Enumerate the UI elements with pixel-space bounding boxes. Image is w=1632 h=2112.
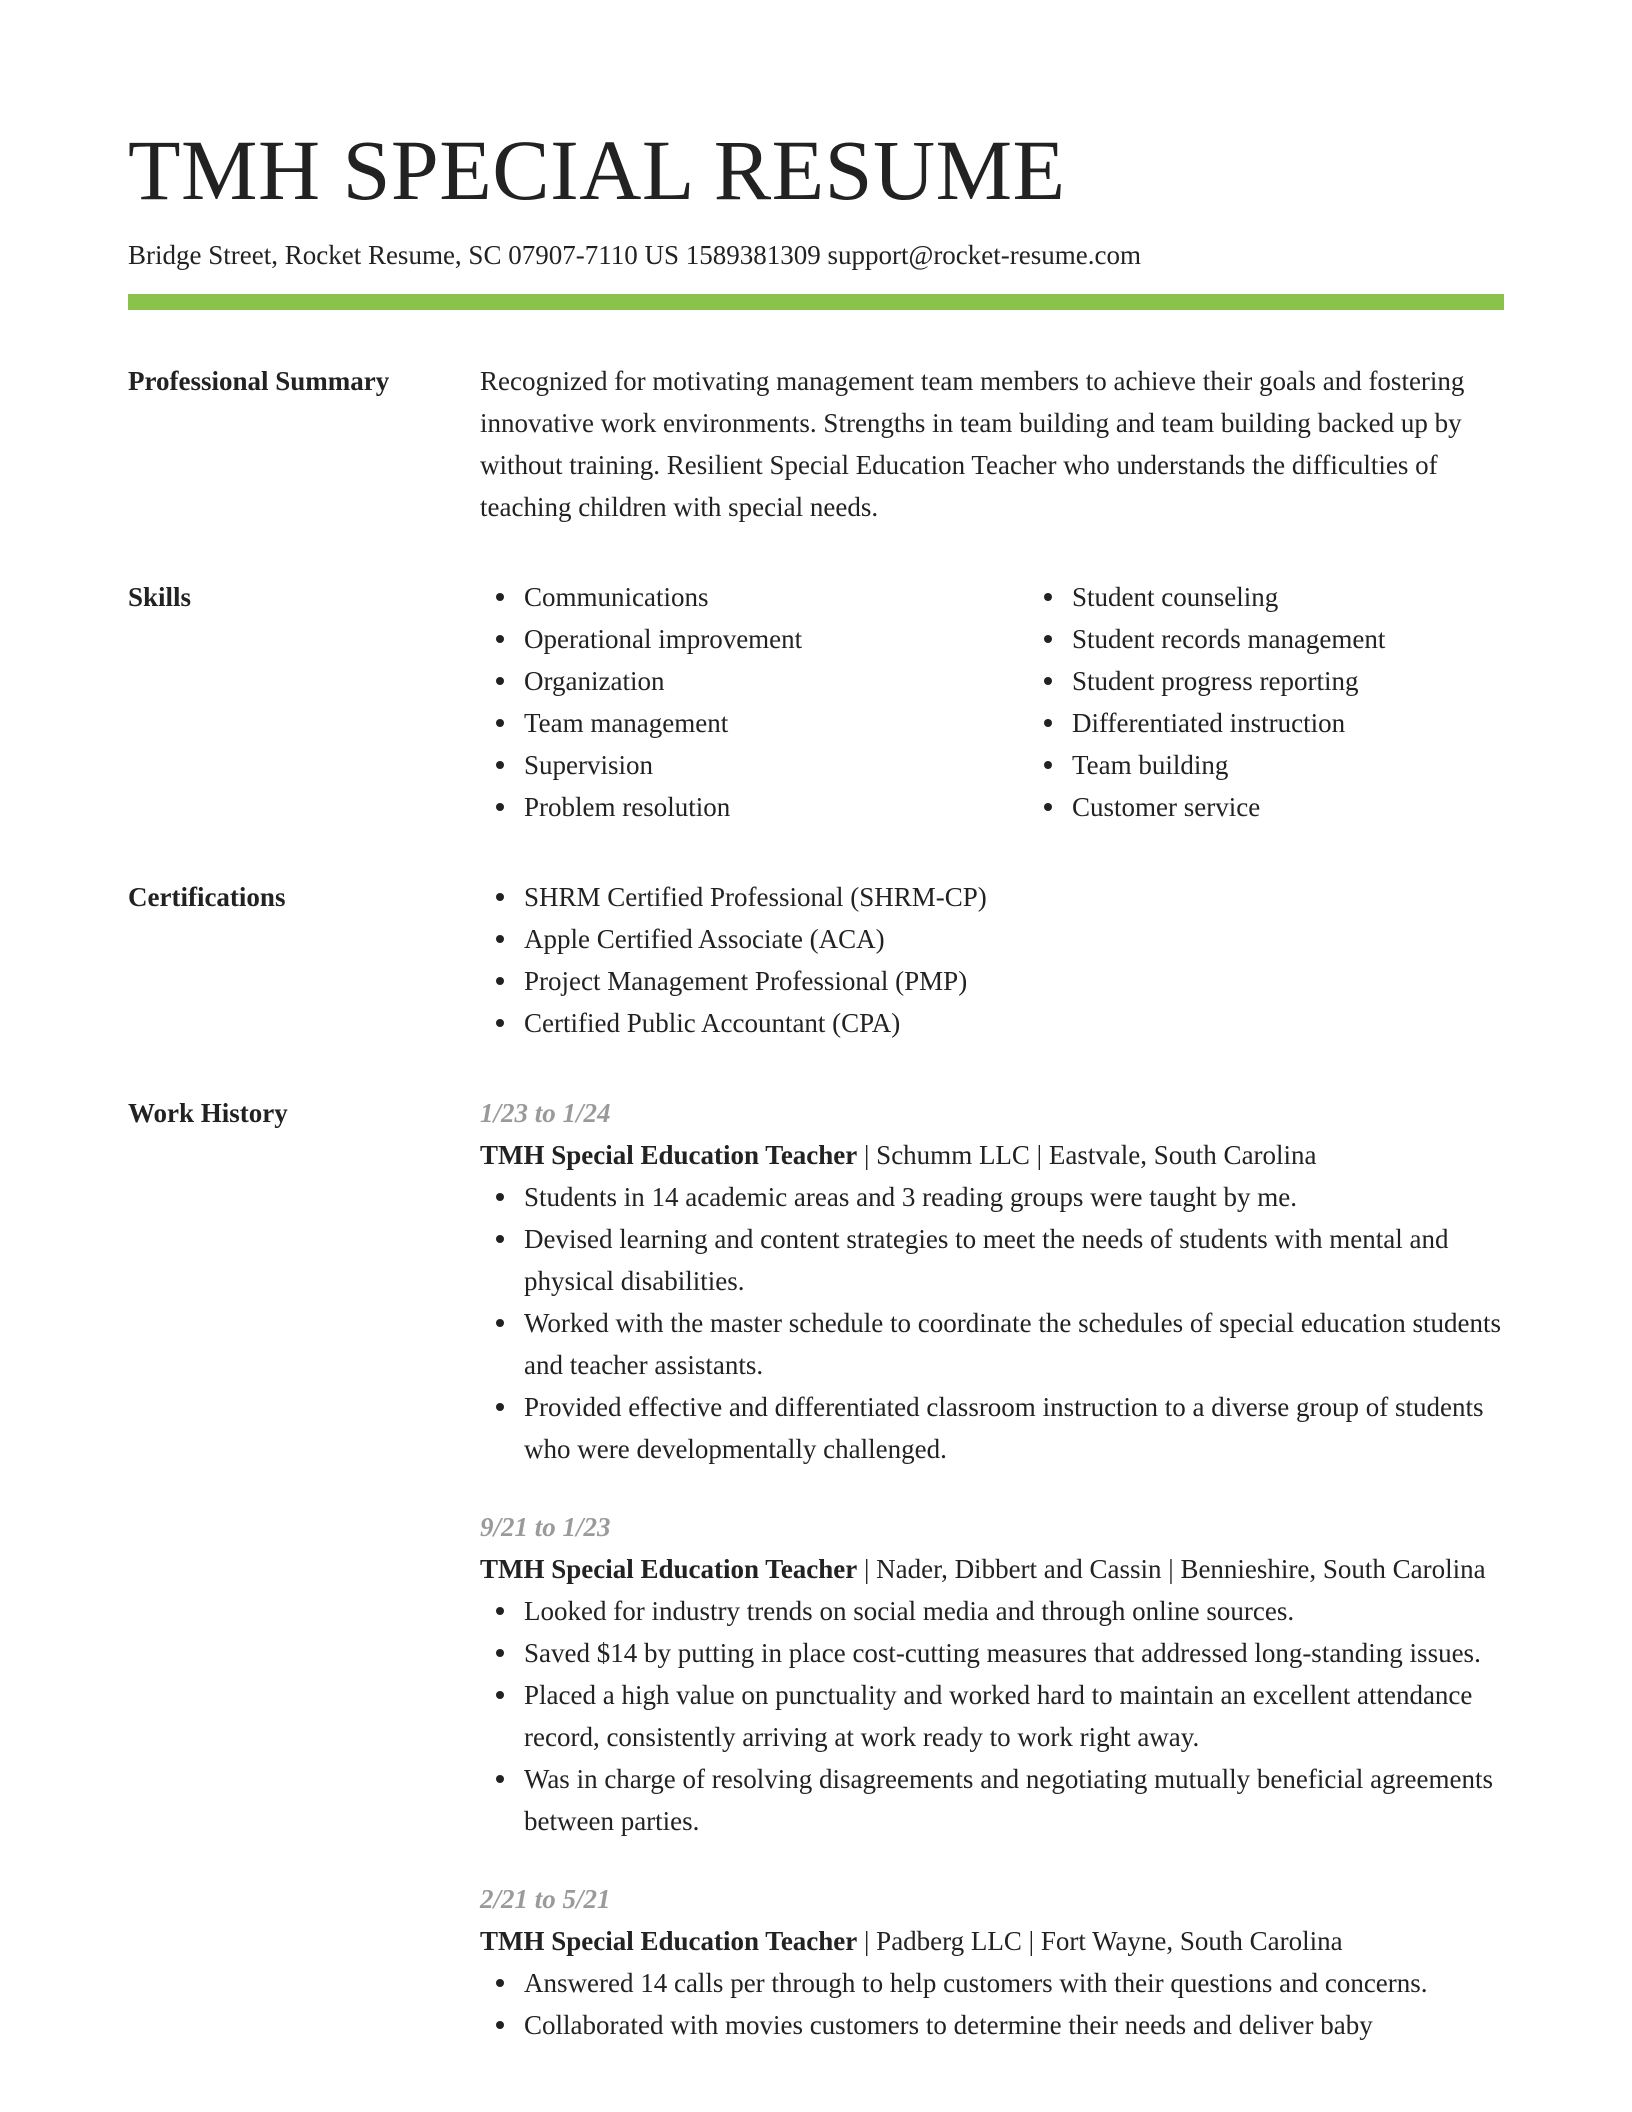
summary-section <box>128 360 1504 528</box>
resume-name: TMH SPECIAL RESUME <box>128 122 1066 218</box>
certifications-section <box>128 876 1504 1044</box>
certification-item: SHRM Certified Professional (SHRM-CP) <box>524 876 1504 918</box>
summary-body <box>480 360 1504 528</box>
job-title: TMH Special Education Teacher <box>480 1554 858 1584</box>
job-bullet: Students in 14 academic areas and 3 reading groups were taught by me. <box>524 1176 1504 1218</box>
job-bullets <box>480 1962 1504 2046</box>
job-dates: 1/23 to 1/24 <box>480 1098 611 1128</box>
skills-column-1 <box>480 576 1028 828</box>
job-details: | Padberg LLC | Fort Wayne, South Carolina <box>857 1926 1343 1956</box>
job-bullet: Placed a high value on punctuality and worked hard to maintain an excellent attendance record, consistently arriving at work ready to work right away. <box>524 1674 1504 1758</box>
skills-section <box>128 576 1504 828</box>
job-entry <box>480 1506 1504 1842</box>
job-heading <box>480 1548 1504 1590</box>
skill-item: Supervision <box>524 744 1028 786</box>
contact-info: Bridge Street, Rocket Resume, SC 07907-7110 US 1589381309 support@rocket-resume.com <box>128 240 1141 270</box>
skill-item: Communications <box>524 576 1028 618</box>
skills-column-2 <box>1028 576 1576 828</box>
skill-item: Differentiated instruction <box>1072 702 1576 744</box>
skills-body <box>480 576 1576 828</box>
job-title: TMH Special Education Teacher <box>480 1926 858 1956</box>
job-bullets <box>480 1176 1504 1470</box>
job-bullet: Answered 14 calls per through to help customers with their questions and concerns. <box>524 1962 1504 2004</box>
section-title-work-history: Work History <box>128 1098 288 1128</box>
job-bullet: Looked for industry trends on social media and through online sources. <box>524 1590 1504 1632</box>
work-history-section <box>128 1092 1504 2082</box>
skill-item: Student counseling <box>1072 576 1576 618</box>
job-entry <box>480 1878 1504 2046</box>
job-bullet: Worked with the master schedule to coordinate the schedules of special education students and teacher assistants. <box>524 1302 1504 1386</box>
certification-item: Apple Certified Associate (ACA) <box>524 918 1504 960</box>
job-details: | Schumm LLC | Eastvale, South Carolina <box>857 1140 1317 1170</box>
certification-item: Project Management Professional (PMP) <box>524 960 1504 1002</box>
skill-item: Problem resolution <box>524 786 1028 828</box>
certification-item: Certified Public Accountant (CPA) <box>524 1002 1504 1044</box>
skill-item: Team management <box>524 702 1028 744</box>
job-dates: 2/21 to 5/21 <box>480 1884 611 1914</box>
job-bullet: Collaborated with movies customers to determine their needs and deliver baby <box>524 2004 1504 2046</box>
job-bullet: Was in charge of resolving disagreements and negotiating mutually beneficial agreements between parties. <box>524 1758 1504 1842</box>
skill-item: Customer service <box>1072 786 1576 828</box>
job-dates: 9/21 to 1/23 <box>480 1512 611 1542</box>
resume-page <box>128 0 1504 2082</box>
job-entry <box>480 1092 1504 1470</box>
accent-divider <box>128 294 1504 310</box>
certifications-list <box>480 876 1504 1044</box>
skill-item: Organization <box>524 660 1028 702</box>
job-heading <box>480 1920 1504 1962</box>
skill-item: Operational improvement <box>524 618 1028 660</box>
skill-item: Student records management <box>1072 618 1576 660</box>
certifications-body <box>480 876 1504 1044</box>
section-title-summary: Professional Summary <box>128 366 390 396</box>
skills-grid <box>480 576 1576 828</box>
job-bullet: Saved $14 by putting in place cost-cutting measures that addressed long-standing issues. <box>524 1632 1504 1674</box>
job-title: TMH Special Education Teacher <box>480 1140 858 1170</box>
summary-text: Recognized for motivating management team members to achieve their goals and fostering innovative work environments. Strengths in team building and team building backed up by without training. Resilient Special Education Teacher who understands the difficulties of teaching children with special needs. <box>480 366 1465 522</box>
skill-item: Team building <box>1072 744 1576 786</box>
skill-item: Student progress reporting <box>1072 660 1576 702</box>
job-heading <box>480 1134 1504 1176</box>
job-bullet: Devised learning and content strategies to meet the needs of students with mental and physical disabilities. <box>524 1218 1504 1302</box>
job-bullet: Provided effective and differentiated classroom instruction to a diverse group of students who were developmentally challenged. <box>524 1386 1504 1470</box>
job-details: | Nader, Dibbert and Cassin | Bennieshire, South Carolina <box>857 1554 1486 1584</box>
job-bullets <box>480 1590 1504 1842</box>
section-title-skills: Skills <box>128 582 192 612</box>
section-title-certifications: Certifications <box>128 882 286 912</box>
work-history-body <box>480 1092 1504 2082</box>
